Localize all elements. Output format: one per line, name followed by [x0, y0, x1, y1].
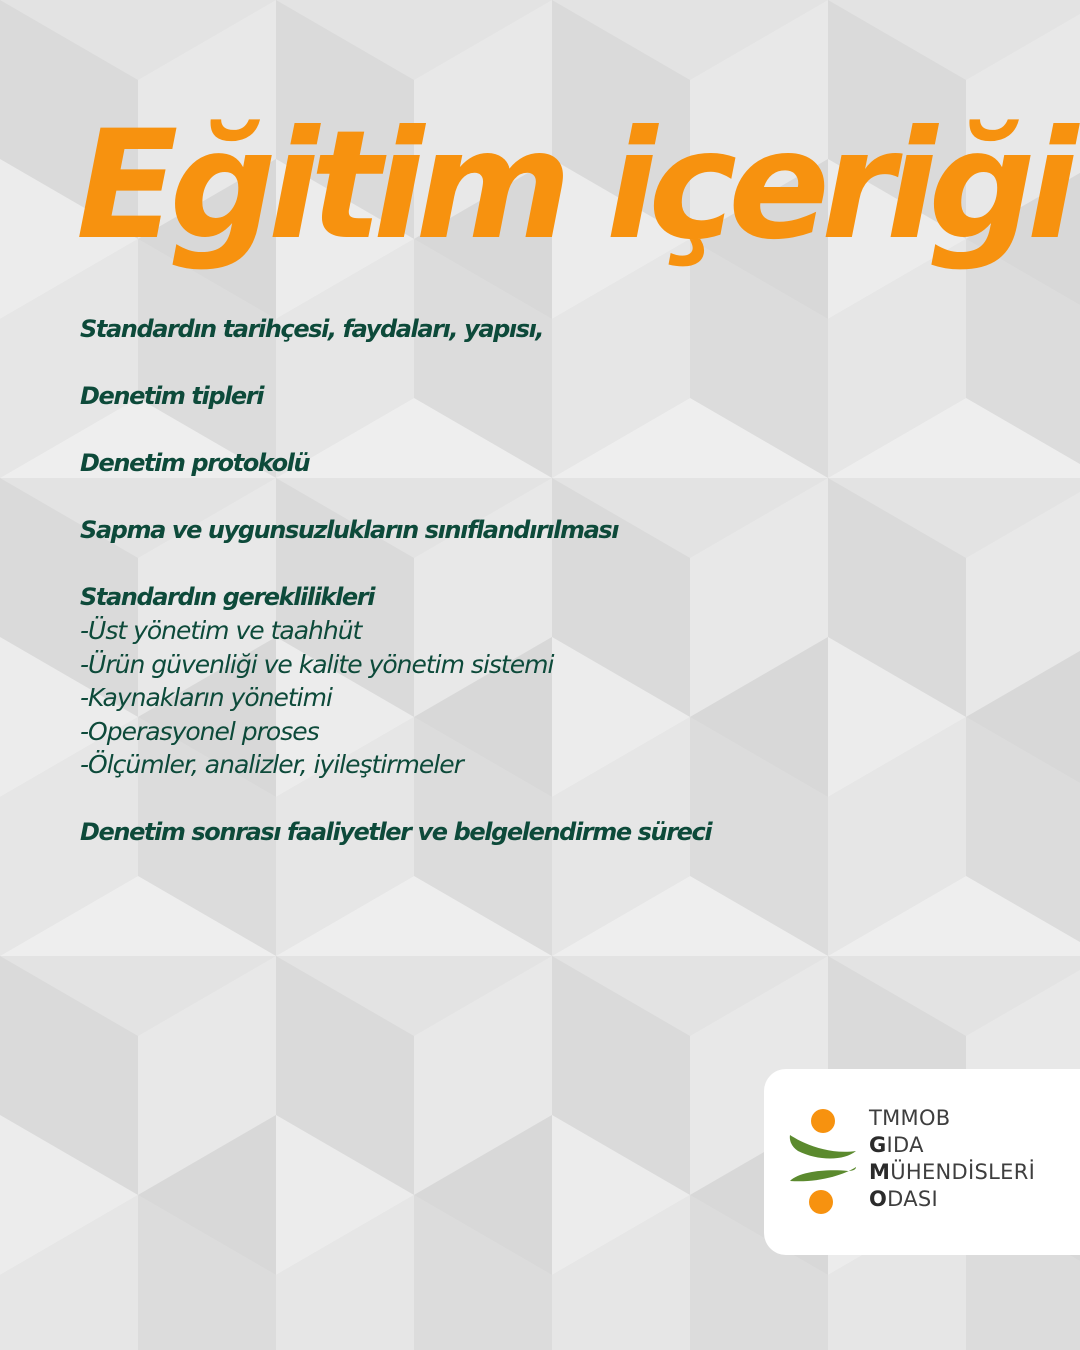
gmo-logo-icon	[788, 1107, 860, 1221]
requirement-item: -Üst yönetim ve taahhüt	[80, 616, 362, 645]
section-requirements-heading: Standardın gereklilikleri	[80, 583, 375, 611]
requirement-item: -Operasyonel proses	[80, 716, 319, 746]
requirement-item: -Ürün güvenliği ve kalite yönetim sistemi	[80, 649, 554, 679]
page-title: Eğitim içeriği	[76, 99, 1070, 273]
organization-logo-card	[764, 1069, 1080, 1255]
logo-line-muhendisleri: MÜHENDİSLERİ	[869, 1160, 1036, 1184]
section-deviation-classification: Sapma ve uygunsuzlukların sınıflandırılması	[80, 516, 619, 544]
training-content-list	[80, 312, 980, 849]
section-audit-types: Denetim tipleri	[80, 382, 264, 410]
logo-line-gida: GIDA	[869, 1133, 924, 1157]
requirement-item: -Ölçümler, analizler, iyileştirmeler	[80, 750, 463, 779]
section-history: Standardın tarihçesi, faydaları, yapısı,	[80, 315, 544, 343]
requirement-item: -Kaynakların yönetimi	[80, 683, 332, 712]
organization-name	[869, 1105, 1035, 1213]
logo-line-tmmob: TMMOB	[869, 1106, 951, 1130]
section-post-audit: Denetim sonrası faaliyetler ve belgelendirme süreci	[80, 817, 712, 846]
section-audit-protocol: Denetim protokolü	[80, 449, 310, 477]
logo-line-odasi: ODASI	[869, 1187, 939, 1211]
